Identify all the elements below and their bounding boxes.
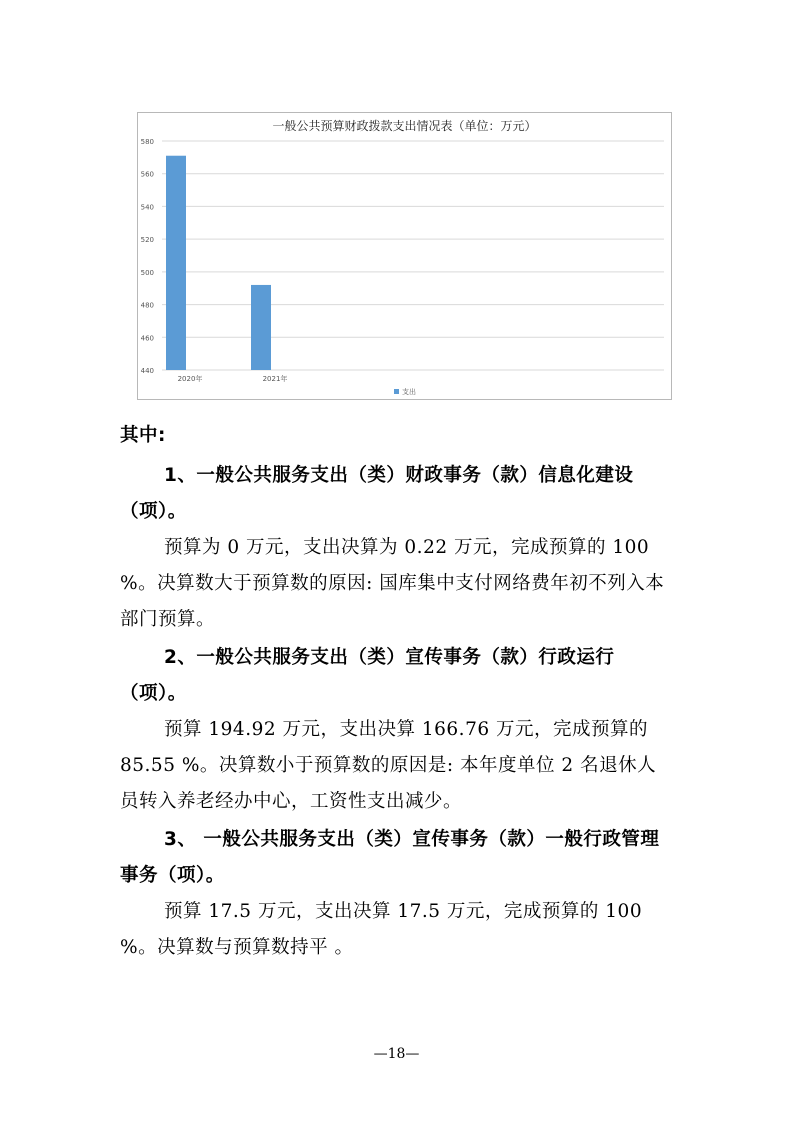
y-tick-label: 520 [140,236,154,245]
y-tick-label: 500 [140,268,154,277]
expenditure-chart [137,112,672,400]
page-number: —18— [373,1046,420,1062]
section-1-heading: 1、一般公共服务支出（类）财政事务（款）信息化建设（项）。 [120,465,634,522]
y-tick-label: 460 [140,334,154,343]
x-tick-label: 2020年 [177,375,203,383]
section-1-body: 预算为 0 万元，支出决算为 0.22 万元，完成预算的 100 %。决算数大于预算数的原因: 国库集中支付网络费年初不列入本部门预算。 [120,537,665,630]
chart-title: 一般公共预算财政拨款支出情况表（单位：万元） [272,119,537,133]
bar [251,285,271,370]
bar [166,156,186,370]
y-tick-label: 580 [140,138,154,146]
y-tick-label: 540 [140,203,154,212]
section-3-heading: 3、 一般公共服务支出（类）宣传事务（款）一般行政管理事务（项）。 [120,829,660,886]
legend-label: 支出 [402,388,416,396]
section-3-body: 预算 17.5 万元，支出决算 17.5 万元，完成预算的 100 %。决算数与预算数持平 。 [120,901,643,958]
section-2-body: 预算 194.92 万元，支出决算 166.76 万元，完成预算的 85.55 %。决算数小于预算数的原因是: 本年度单位 2 名退休人员转入养老经办中心，工资性支出减少。 [120,719,657,812]
legend-swatch [394,389,399,394]
section-2-heading: 2、一般公共服务支出（类）宣传事务（款）行政运行（项）。 [120,647,615,704]
chart-canvas [138,113,671,399]
y-tick-label: 560 [140,170,154,179]
qizhong-label: 其中: [120,425,166,446]
x-tick-label: 2021年 [262,375,288,383]
y-tick-label: 440 [140,367,154,375]
y-tick-label: 480 [140,301,154,310]
